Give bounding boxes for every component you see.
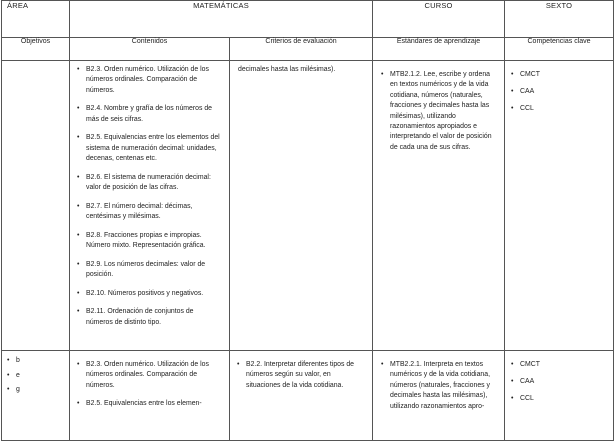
list-item: • CCL	[520, 104, 609, 114]
list-item: • CMCT	[520, 70, 609, 80]
list-item: • B2.9. Los números decimales: valor de posición.	[86, 260, 221, 281]
list-item: • CAA	[520, 377, 609, 387]
col-contenidos: Contenidos	[70, 38, 230, 61]
bullet-list	[373, 61, 504, 157]
list-item: • B2.3. Orden numérico. Utilización de los números ordinales. Comparación de números.	[86, 65, 221, 96]
list-item: • b	[16, 356, 65, 366]
row2-competencias	[505, 351, 614, 441]
row1-objetivos	[2, 61, 70, 351]
area-label: ÁREA	[2, 1, 70, 38]
bullet-list	[230, 351, 372, 395]
table-row	[2, 61, 614, 351]
area-value: MATEMÁTICAS	[70, 1, 373, 38]
criterios-continuation: decimales hasta las milésimas).	[238, 66, 336, 73]
col-estandares: Estándares de aprendizaje	[373, 38, 505, 61]
row1-criterios	[230, 61, 373, 351]
row1-competencias	[505, 61, 614, 351]
list-item: • B2.5. Equivalencias entre los elemen-	[86, 399, 221, 409]
col-competencias: Competencias clave	[505, 38, 614, 61]
list-item: • B2.10. Números positivos y negativos.	[86, 289, 221, 299]
bullet-list	[2, 351, 69, 404]
bullet-list	[373, 351, 504, 416]
list-item: • B2.2. Interpretar diferentes tipos de números según su valor, en situaciones de la vida cotidiana.	[246, 360, 364, 391]
list-item: • e	[16, 371, 65, 381]
list-item: • B2.6. El sistema de numeración decimal: valor de posición de las cifras.	[86, 173, 221, 194]
list-item: • B2.8. Fracciones propias e impropias. Número mixto. Representación gráfica.	[86, 231, 221, 252]
col-criterios: Criterios de evaluación	[230, 38, 373, 61]
curso-value: SEXTO	[505, 1, 614, 38]
bullet-list	[70, 61, 229, 340]
row2-objetivos	[2, 351, 70, 441]
list-item: • B2.7. El número decimal: décimas, centésimas y milésimas.	[86, 202, 221, 223]
list-item: • g	[16, 385, 65, 395]
curriculum-table	[1, 0, 614, 441]
column-header-row	[2, 38, 614, 61]
list-item: • CMCT	[520, 360, 609, 370]
curso-label: CURSO	[373, 1, 505, 38]
bullet-list	[70, 351, 229, 422]
bullet-list	[505, 61, 613, 126]
list-item: • CAA	[520, 87, 609, 97]
row1-estandares	[373, 61, 505, 351]
row2-criterios	[230, 351, 373, 441]
row2-contenidos	[70, 351, 230, 441]
list-item: • MTB2.1.2. Lee, escribe y ordena en textos numéricos y de la vida cotidiana, números (naturales, fracciones y decimales hasta las milésimas), utilizando razonamientos apropiados e interpretando el valor de posición de cada una de sus cifras.	[390, 70, 498, 153]
header-row	[2, 1, 614, 38]
list-item: • B2.5. Equivalencias entre los elementos del sistema de numeración decimal: unidades, decenas, centenas etc.	[86, 133, 221, 164]
list-item: • B2.3. Orden numérico. Utilización de los números ordinales. Comparación de números.	[86, 360, 221, 391]
col-objetivos: Objetivos	[2, 38, 70, 61]
bullet-list	[505, 351, 613, 416]
list-item: • MTB2.2.1. Interpreta en textos numéricos y de la vida cotidiana, números (naturales, fracciones y decimales hasta las milésimas), utilizando razonamientos apro-	[390, 360, 498, 412]
table-row	[2, 351, 614, 441]
list-item: • B2.4. Nombre y grafía de los números de más de seis cifras.	[86, 104, 221, 125]
list-item: • B2.11. Ordenación de conjuntos de números de distinto tipo.	[86, 307, 221, 328]
row2-estandares	[373, 351, 505, 441]
list-item: • CCL	[520, 394, 609, 404]
bullet-list	[2, 61, 69, 70]
row1-contenidos	[70, 61, 230, 351]
